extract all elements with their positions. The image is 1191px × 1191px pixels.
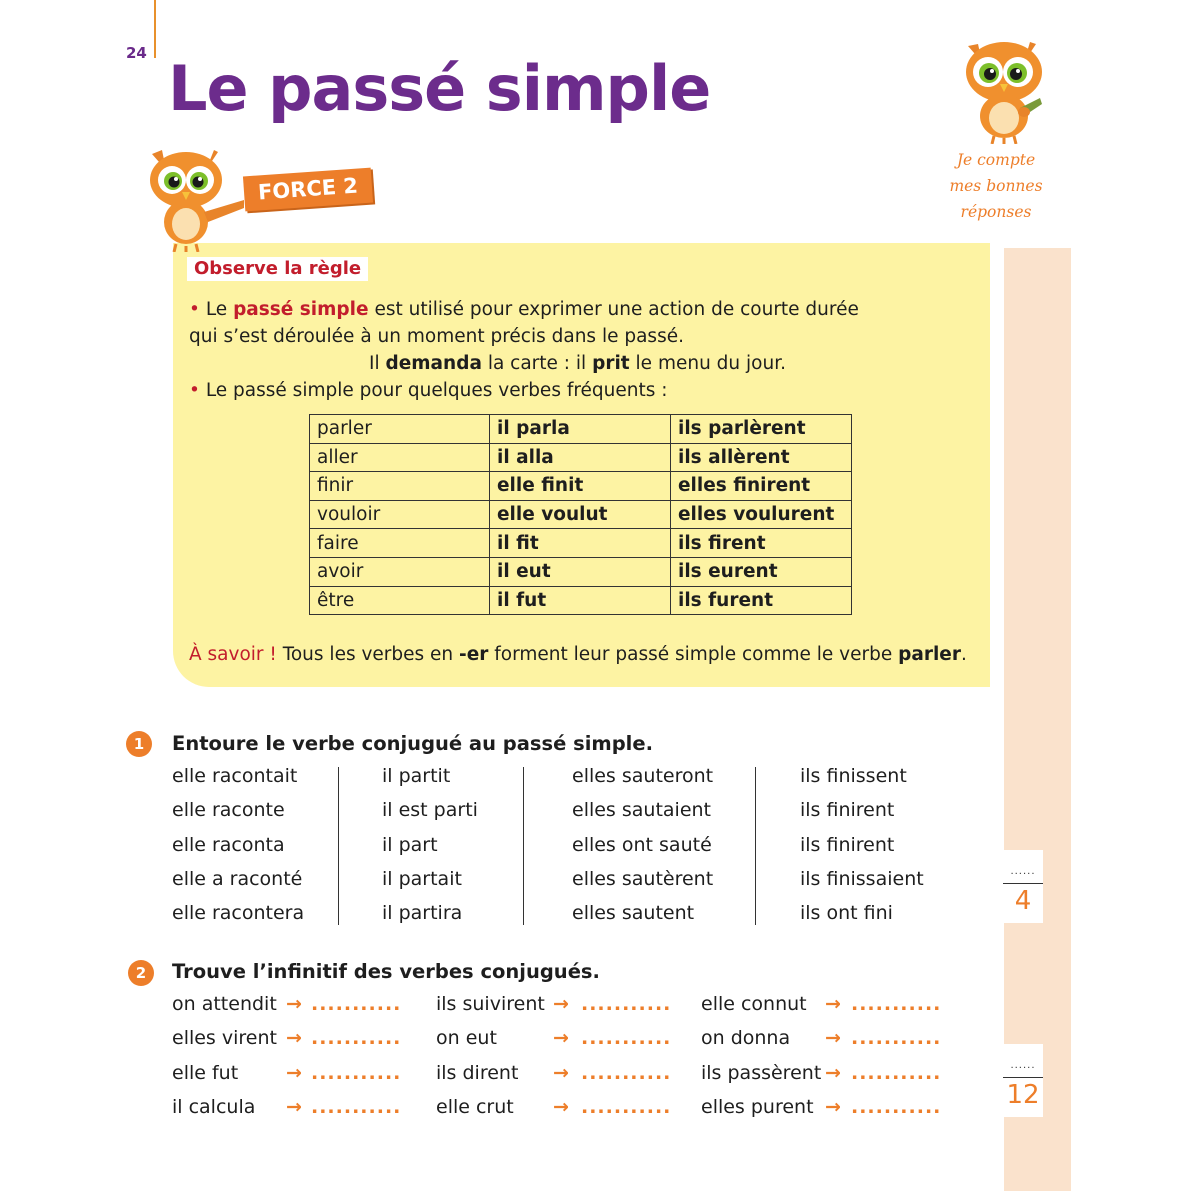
conjugated-verb: elle connut (701, 993, 807, 1015)
exercise-2-question: Trouve l’infinitif des verbes conjugués. (172, 960, 600, 983)
verb-choice[interactable]: elle raconte (172, 799, 285, 822)
note-label: À savoir ! (189, 644, 277, 665)
singular-cell: il eut (490, 557, 671, 586)
score-hint-line: Je compte (956, 151, 1036, 169)
arrow-right-icon: → (825, 993, 841, 1015)
column-divider (755, 767, 756, 925)
rule-text: Il (369, 353, 386, 374)
top-margin-line (154, 0, 156, 58)
conjugated-verb: on eut (436, 1027, 497, 1049)
singular-cell: elle finit (490, 472, 671, 501)
level-badge: FORCE 2 (243, 168, 373, 212)
answer-blank[interactable]: ........... (851, 1027, 942, 1049)
table-row (310, 500, 852, 529)
verb-choice[interactable]: il partait (382, 867, 462, 890)
verb-choice[interactable]: il part (382, 833, 438, 856)
verb-choice[interactable]: elle a raconté (172, 867, 303, 890)
answer-blank[interactable]: ........... (311, 993, 402, 1015)
score-hint (944, 147, 1048, 225)
arrow-right-icon: → (286, 993, 302, 1015)
verb-choice[interactable]: ils ont fini (800, 902, 893, 925)
conjugation-table (309, 414, 852, 615)
column-divider (523, 767, 524, 925)
conjugated-verb: il calcula (172, 1096, 256, 1118)
rule-text: Le passé simple pour quelques verbes fréquents : (205, 380, 668, 401)
bullet-icon: • (189, 380, 200, 401)
score-blank: ...... (1010, 866, 1036, 877)
rule-heading: Observe la règle (187, 257, 368, 281)
verb-choice[interactable]: elles sautent (572, 902, 695, 925)
note-keyword: -er (459, 644, 489, 665)
answer-blank[interactable]: ........... (311, 1062, 402, 1084)
verb-choice[interactable]: ils finissent (800, 765, 907, 787)
answer-blank[interactable]: ........... (581, 993, 672, 1015)
arrow-right-icon: → (825, 1096, 841, 1118)
rule-text: la carte : il (481, 353, 593, 374)
column-divider (338, 767, 339, 925)
exercise-1-column (172, 759, 304, 930)
rule-text: forment leur passé simple comme le verbe (488, 644, 899, 665)
plural-cell: elles finirent (671, 472, 852, 501)
score-blank: ...... (1010, 1060, 1036, 1071)
rule-bullet-1-line-2: qui s’est déroulée à un moment précis dans le passé. (189, 326, 684, 347)
owl-mascot-icon (958, 38, 1050, 144)
score-divider (1003, 883, 1043, 884)
infinitive-cell: avoir (310, 557, 490, 586)
exercise-2-score-box[interactable] (1003, 1044, 1043, 1117)
answer-blank[interactable]: ........... (311, 1096, 402, 1118)
arrow-right-icon: → (825, 1062, 841, 1084)
rule-text: le menu du jour. (629, 353, 786, 374)
arrow-right-icon: → (553, 1096, 569, 1118)
page-title: Le passé simple (168, 52, 711, 125)
plural-cell: ils firent (671, 529, 852, 558)
answer-blank[interactable]: ........... (581, 1096, 672, 1118)
answer-blank[interactable]: ........... (311, 1027, 402, 1049)
verb-choice[interactable]: elles sautaient (572, 799, 712, 822)
table-row (310, 586, 852, 615)
owl-mascot-icon (144, 148, 248, 252)
rule-text: Tous les verbes en (276, 644, 460, 665)
answer-blank[interactable]: ........... (581, 1027, 672, 1049)
arrow-right-icon: → (286, 1062, 302, 1084)
verb-choice[interactable]: elle racontera (172, 902, 305, 925)
table-row (310, 443, 852, 472)
exercise-1-score-box[interactable] (1003, 850, 1043, 923)
conjugated-verb: ils passèrent (701, 1062, 822, 1084)
arrow-right-icon: → (553, 1027, 569, 1049)
conjugated-verb: elles purent (701, 1096, 814, 1118)
verb-choice[interactable]: elles ont sauté (572, 833, 712, 856)
verb-choice[interactable]: il partit (382, 765, 451, 787)
exercise-1-column (800, 759, 924, 930)
page-number: 24 (126, 44, 147, 62)
score-total: 4 (1014, 886, 1032, 916)
singular-cell: il alla (490, 443, 671, 472)
table-row (310, 529, 852, 558)
conjugated-verb: elle fut (172, 1062, 239, 1084)
verb-choice[interactable]: ils finirent (800, 799, 895, 822)
example-verb: prit (592, 353, 630, 374)
exercise-2-number: 2 (128, 960, 154, 986)
conjugated-verb: on attendit (172, 993, 277, 1015)
verb-choice[interactable]: elles sautèrent (572, 867, 714, 890)
exercise-1-number: 1 (126, 731, 152, 757)
bullet-icon: • (189, 299, 200, 320)
singular-cell: il fut (490, 586, 671, 615)
arrow-right-icon: → (825, 1027, 841, 1049)
arrow-right-icon: → (286, 1096, 302, 1118)
infinitive-cell: finir (310, 472, 490, 501)
score-hint-line: réponses (960, 203, 1032, 221)
rule-keyword: passé simple (233, 299, 369, 320)
verb-choice[interactable]: elle raconta (172, 833, 285, 856)
rule-text: . (960, 644, 967, 665)
exercise-1-question: Entoure le verbe conjugué au passé simple. (172, 732, 653, 755)
arrow-right-icon: → (553, 993, 569, 1015)
verb-choice[interactable]: il est parti (382, 799, 478, 822)
verb-choice[interactable]: elle racontait (172, 765, 298, 787)
rule-text: est utilisé pour exprimer une action de courte durée (368, 299, 859, 320)
note-verb: parler (898, 644, 961, 665)
verb-choice[interactable]: elles sauteront (572, 765, 714, 787)
exercise-1-column (572, 759, 713, 930)
rule-note (189, 644, 967, 665)
arrow-right-icon: → (286, 1027, 302, 1049)
score-total: 12 (1006, 1080, 1040, 1110)
answer-blank[interactable]: ........... (851, 1062, 942, 1084)
score-divider (1003, 1077, 1043, 1078)
infinitive-cell: aller (310, 443, 490, 472)
infinitive-cell: être (310, 586, 490, 615)
table-row (310, 557, 852, 586)
arrow-right-icon: → (553, 1062, 569, 1084)
answer-blank[interactable]: ........... (851, 1096, 942, 1118)
singular-cell: il fit (490, 529, 671, 558)
example-verb: demanda (385, 353, 482, 374)
score-hint-line: mes bonnes (949, 177, 1043, 195)
rule-text: Le (205, 299, 234, 320)
infinitive-cell: parler (310, 415, 490, 444)
verb-choice[interactable]: il partira (382, 902, 463, 925)
plural-cell: ils parlèrent (671, 415, 852, 444)
rule-example (369, 353, 786, 374)
verb-choice[interactable]: ils finirent (800, 833, 895, 856)
plural-cell: ils allèrent (671, 443, 852, 472)
answer-blank[interactable]: ........... (581, 1062, 672, 1084)
rule-bullet-2 (189, 380, 668, 401)
plural-cell: ils furent (671, 586, 852, 615)
conjugated-verb: ils suivirent (436, 993, 545, 1015)
table-row (310, 415, 852, 444)
verb-choice[interactable]: ils finissaient (800, 867, 924, 890)
plural-cell: elles voulurent (671, 500, 852, 529)
plural-cell: ils eurent (671, 557, 852, 586)
infinitive-cell: faire (310, 529, 490, 558)
conjugated-verb: ils dirent (436, 1062, 519, 1084)
infinitive-cell: vouloir (310, 500, 490, 529)
conjugated-verb: elle crut (436, 1096, 514, 1118)
answer-blank[interactable]: ........... (851, 993, 942, 1015)
singular-cell: elle voulut (490, 500, 671, 529)
rule-bullet-1 (189, 299, 859, 320)
conjugated-verb: elles virent (172, 1027, 277, 1049)
conjugated-verb: on donna (701, 1027, 791, 1049)
singular-cell: il parla (490, 415, 671, 444)
table-row (310, 472, 852, 501)
exercise-1-column (382, 759, 478, 930)
